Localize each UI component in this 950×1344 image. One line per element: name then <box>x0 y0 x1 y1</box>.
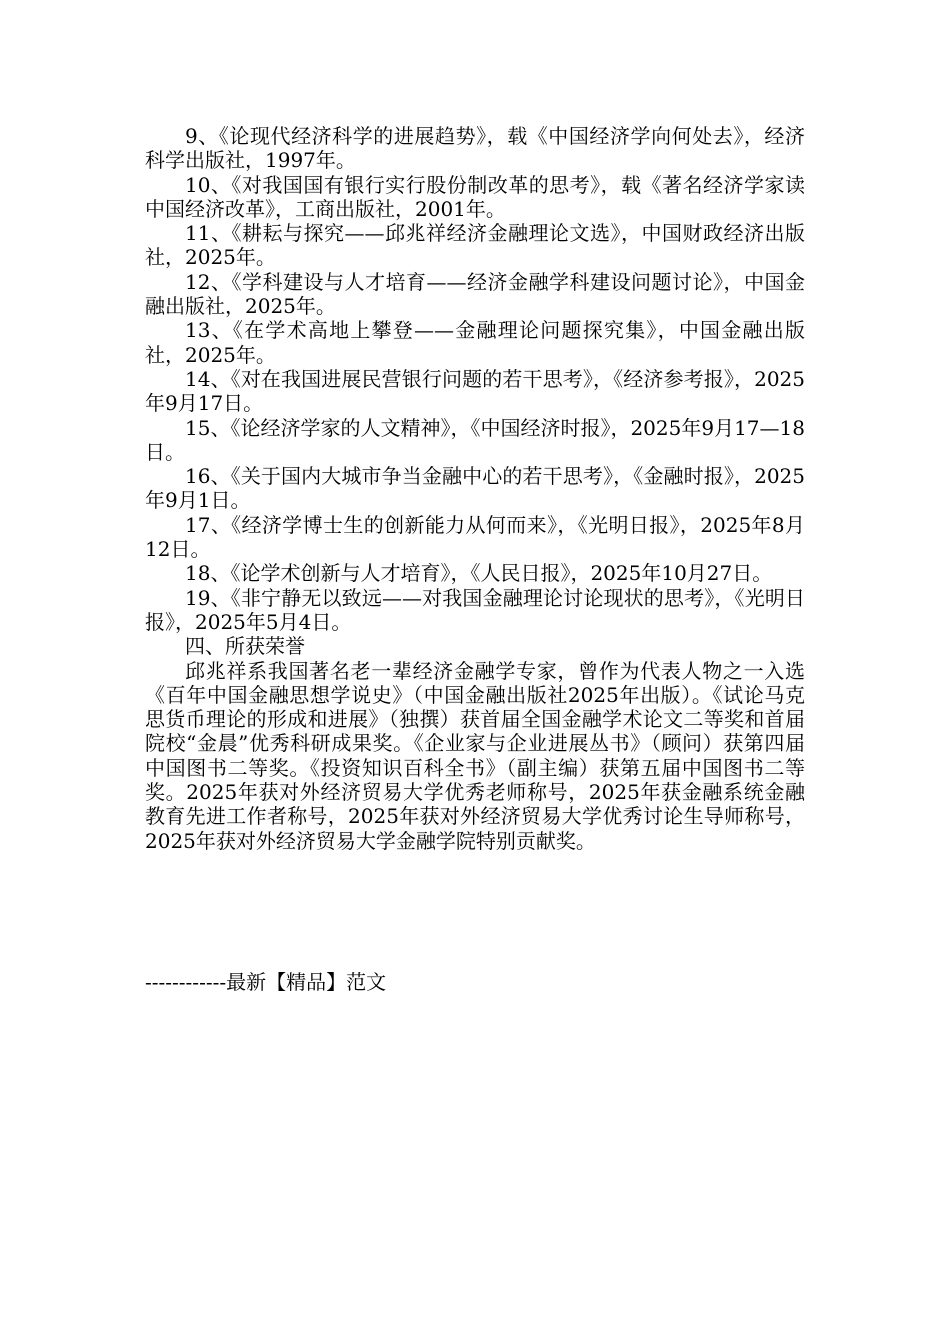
reference-item-18: 18、《论学术创新与人才培育》，《人民日报》，2025年10月27日。 <box>185 561 773 586</box>
honors-heading: 四、所获荣誉 <box>185 634 305 659</box>
reference-item-9: 9、《论现代经济科学的进展趋势》，载《中国经济学向何处去》，经济科学出版社，1997年。 <box>145 124 805 173</box>
footer-text: ------------最新【精品】范文 <box>145 970 387 994</box>
reference-item-13: 13、《在学术高地上攀登——金融理论问题探究集》，中国金融出版社，2025年。 <box>145 318 805 367</box>
reference-item-17: 17、《经济学博士生的创新能力从何而来》，《光明日报》，2025年8月12日。 <box>145 512 805 562</box>
reference-item-10: 10、《对我国国有银行实行股份制改革的思考》，载《著名经济学家读中国经济改革》，工商出版社，2001年。 <box>145 172 805 221</box>
reference-item-15: 15、《论经济学家的人文精神》，《中国经济时报》，2025年9月17—18日。 <box>145 415 805 464</box>
reference-item-11: 11、《耕耘与探究——邱兆祥经济金融理论文选》，中国财政经济出版社，2025年。 <box>145 221 805 270</box>
reference-item-16: 16、《关于国内大城市争当金融中心的若干思考》，《金融时报》，2025年9月1日。 <box>145 464 805 513</box>
document-body <box>145 124 805 853</box>
reference-item-12: 12、《学科建设与人才培育——经济金融学科建设问题讨论》，中国金融出版社，2025年。 <box>145 269 805 319</box>
honors-paragraph: 邱兆祥系我国著名老一辈经济金融学专家，曾作为代表人物之一入选《百年中国金融思想学说史》（中国金融出版社2025年出版）。《试论马克思货币理论的形成和进展》（独撰）获首届全国金融学术论文二等奖和首届院校“金晨”优秀科研成果奖。《企业家与企业进展丛书》（顾问）获第四届中国图书二等奖。《投资知识百科全书》（副主编）获第五届中国图书二等奖。2025年获对外经济贸易大学优秀老师称号，2025年获金融系统金融教育先进工作者称号，2025年获对外经济贸易大学优秀讨论生导师称号，2025年获对外经济贸易大学金融学院特别贡献奖。 <box>145 658 805 853</box>
reference-item-14: 14、《对在我国进展民营银行问题的若干思考》，《经济参考报》，2025年9月17日。 <box>145 366 805 416</box>
reference-item-19: 19、《非宁静无以致远——对我国金融理论讨论现状的思考》，《光明日报》，2025年5月4日。 <box>145 585 805 634</box>
